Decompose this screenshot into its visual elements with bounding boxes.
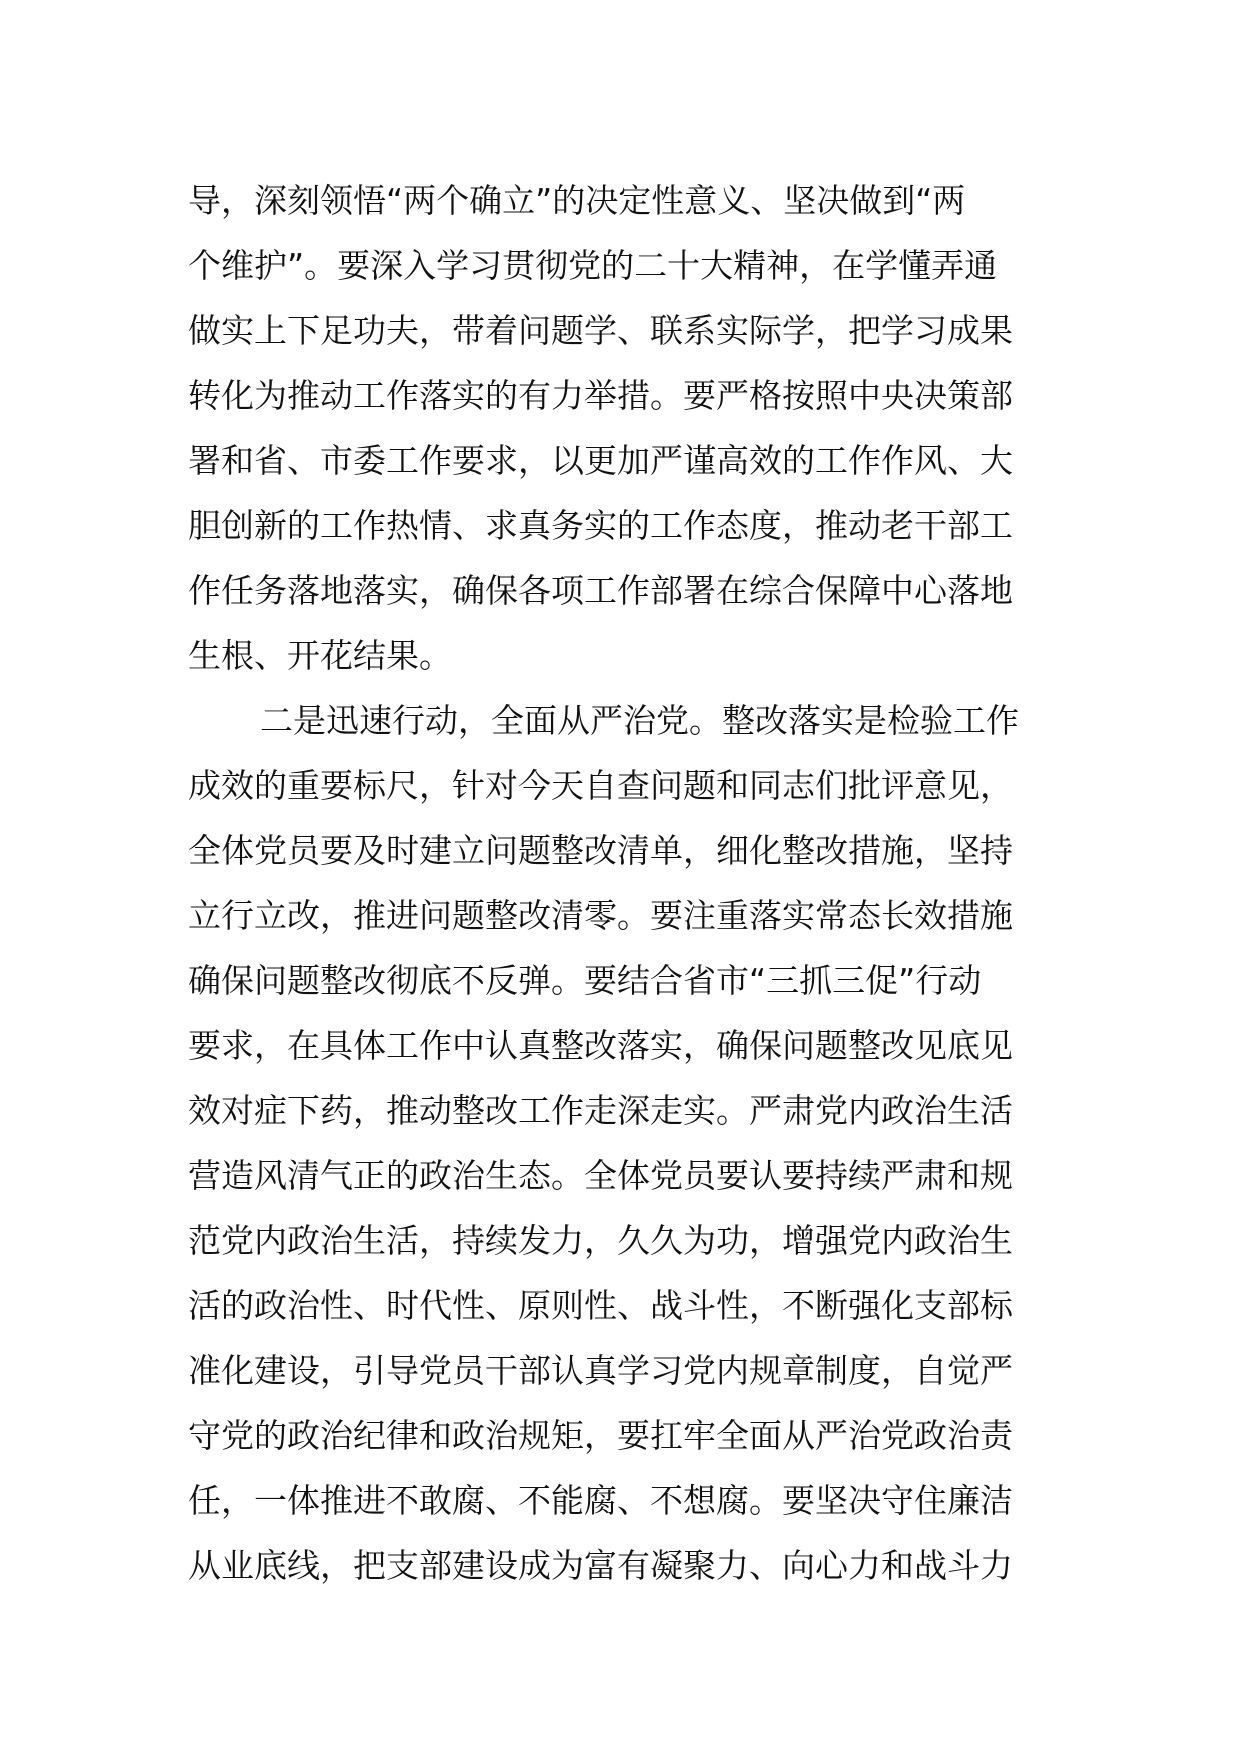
text-line: 成效的重要标尺，针对今天自查问题和同志们批评意见，	[188, 766, 1013, 805]
text-line: 胆创新的工作热情、求真务实的工作态度，推动老干部工	[188, 506, 1013, 545]
text-line: 导，深刻领悟“两个确立”的决定性意义、坚决做到“两	[188, 181, 966, 220]
text-line: 转化为推动工作落实的有力举措。要严格按照中央决策部	[188, 376, 1013, 415]
text-line: 署和省、市委工作要求，以更加严谨高效的工作作风、大	[188, 441, 1013, 480]
text-line: 范党内政治生活，持续发力，久久为功，增强党内政治生	[188, 1221, 1013, 1260]
text-line: 个维护”。要深入学习贯彻党的二十大精神，在学懂弄通	[188, 246, 998, 285]
text-line: 任，一体推进不敢腐、不能腐、不想腐。要坚决守住廉洁	[188, 1481, 1013, 1520]
text-line: 生根、开花结果。	[188, 636, 452, 675]
text-line: 效对症下药，推动整改工作走深走实。严肃党内政治生活	[188, 1091, 1013, 1130]
text-line: 活的政治性、时代性、原则性、战斗性，不断强化支部标	[188, 1286, 1013, 1325]
paragraph-1	[188, 168, 1058, 688]
text-line: 从业底线，把支部建设成为富有凝聚力、向心力和战斗力	[188, 1546, 1013, 1585]
text-line: 作任务落地落实，确保各项工作部署在综合保障中心落地	[188, 571, 1013, 610]
text-line: 立行立改，推进问题整改清零。要注重落实常态长效措施	[188, 896, 1013, 935]
paragraph-2	[188, 688, 1058, 1598]
text-line: 准化建设，引导党员干部认真学习党内规章制度，自觉严	[188, 1351, 1013, 1390]
text-line: 做实上下足功夫，带着问题学、联系实际学，把学习成果	[188, 311, 1013, 350]
document-body	[188, 168, 1058, 1598]
text-line: 营造风清气正的政治生态。全体党员要认要持续严肃和规	[188, 1156, 1013, 1195]
text-line: 要求，在具体工作中认真整改落实，确保问题整改见底见	[188, 1026, 1013, 1065]
text-line: 确保问题整改彻底不反弹。要结合省市“三抓三促”行动	[188, 961, 982, 1000]
text-line: 全体党员要及时建立问题整改清单，细化整改措施，坚持	[188, 831, 1013, 870]
text-line-indented: 二是迅速行动，全面从严治党。整改落实是检验工作	[260, 701, 1019, 740]
text-line: 守党的政治纪律和政治规矩，要扛牢全面从严治党政治责	[188, 1416, 1013, 1455]
